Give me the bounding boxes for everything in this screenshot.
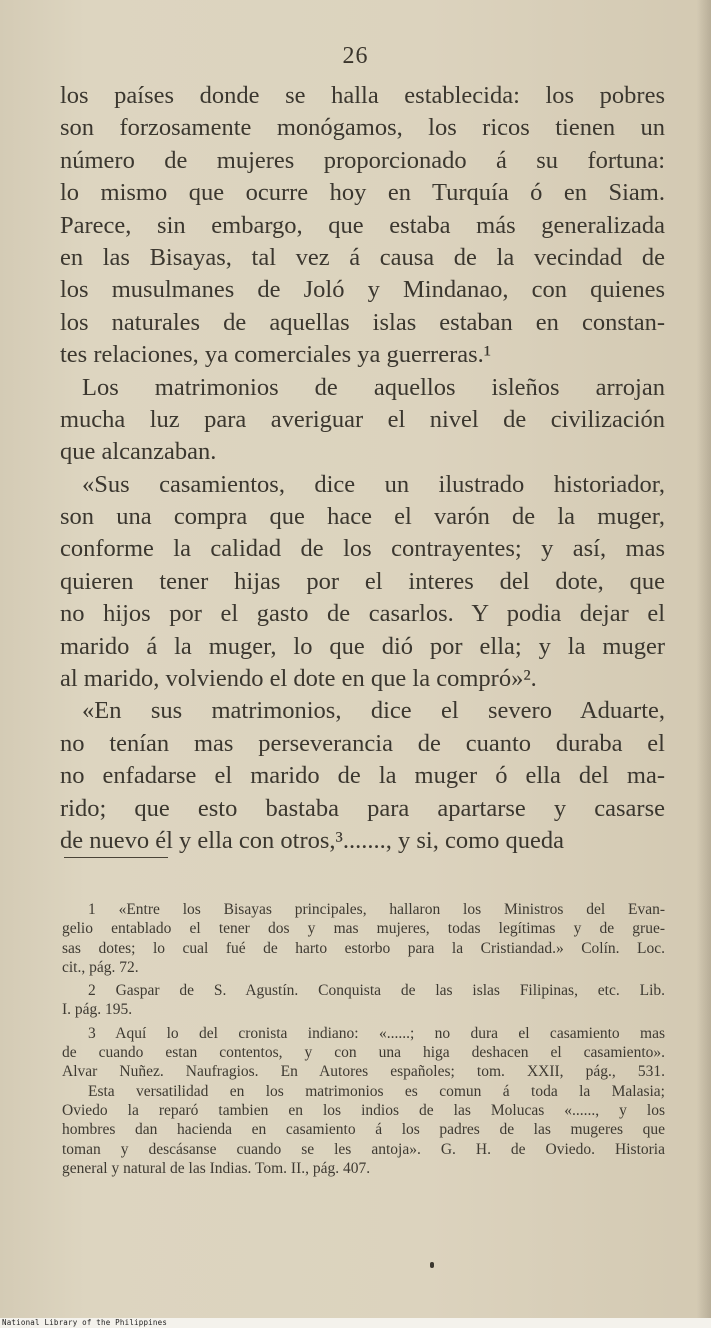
footnote-line: toman y descásanse cuando se les antoja». G. H. de Oviedo. Historia [62, 1140, 665, 1158]
body-line: son una compra que hace el varón de la muger, [60, 503, 665, 531]
body-line: Parece, sin embargo, que estaba más generalizada [60, 211, 665, 239]
body-line: en las Bisayas, tal vez á causa de la vecindad de [60, 243, 665, 271]
footnotes [62, 900, 665, 1178]
page-edge-shadow [697, 0, 711, 1328]
body-line: lo mismo que ocurre hoy en Turquía ó en Siam. [60, 179, 665, 207]
footnote-line: gelio entablado el tener dos y mas mujeres, todas legítimas y de grue- [62, 920, 665, 938]
body-line: quieren tener hijas por el interes del dote, que [60, 567, 665, 595]
body-line: los musulmanes de Joló y Mindanao, con quienes [60, 276, 665, 304]
footnote-line: cit., pág. 72. [62, 958, 139, 976]
body-line: de nuevo él y ella con otros,³......., y si, como queda [60, 826, 565, 854]
footnote-line: Alvar Nuñez. Naufragios. En Autores españoles; tom. XXII, pág., 531. [62, 1063, 665, 1081]
body-line: marido á la muger, lo que dió por ella; y la muger [60, 632, 665, 660]
body-line: conforme la calidad de los contrayentes; y así, mas [60, 535, 665, 563]
body-line: «En sus matrimonios, dice el severo Aduarte, [82, 697, 665, 725]
footnote-line: 3 Aquí lo del cronista indiano: «......; no dura el casamiento mas [88, 1024, 665, 1042]
footnote-line: sas dotes; lo cual fué de harto estorbo para la Cristiandad.» Colín. Loc. [62, 939, 665, 957]
footnote-line: Esta versatilidad en los matrimonios es comun á toda la Malasia; [88, 1082, 665, 1100]
footnote-line: general y natural de las Indias. Tom. II., pág. 407. [62, 1159, 371, 1177]
body-line: tes relaciones, ya comerciales ya guerreras.¹ [60, 341, 492, 369]
body-line: no hijos por el gasto de casarlos. Y podia dejar el [60, 600, 665, 628]
body-line: no tenían mas perseverancia de cuanto duraba el [60, 729, 665, 757]
body-line: al marido, volviendo el dote en que la compró»². [60, 665, 537, 693]
body-line: mucha luz para averiguar el nivel de civilización [60, 405, 665, 433]
page-number: 26 [342, 43, 369, 69]
body-line: Los matrimonios de aquellos isleños arrojan [82, 373, 665, 401]
footnote-line: Oviedo la reparó tambien en los indios de las Molucas «......, y los [62, 1101, 665, 1119]
body-line: los naturales de aquellas islas estaban en constan- [60, 308, 665, 336]
body-line: rido; que esto bastaba para apartarse y casarse [60, 794, 665, 822]
ink-dot [430, 1262, 434, 1268]
body-line: los países donde se halla establecida: los pobres [60, 82, 665, 109]
footnote-line: I. pág. 195. [62, 1001, 133, 1019]
body-line: no enfadarse el marido de la muger ó ella del ma- [60, 762, 665, 790]
body-line: son forzosamente monógamos, los ricos tienen un [60, 114, 665, 142]
footnote-line: 2 Gaspar de S. Agustín. Conquista de las islas Filipinas, etc. Lib. [88, 982, 665, 1000]
body-line: número de mujeres proporcionado á su fortuna: [60, 146, 665, 174]
library-credit: National Library of the Philippines [2, 1318, 168, 1327]
footnote-line: hombres dan hacienda en casamiento á los padres de las mugeres que [62, 1121, 665, 1139]
body-text [60, 80, 665, 857]
footnote-line: de cuando estan contentos, y con una higa deshacen el casamiento». [62, 1044, 665, 1062]
body-line: que alcanzaban. [60, 438, 217, 466]
footnote-divider [64, 857, 168, 858]
footnote-line: 1 «Entre los Bisayas principales, hallaron los Ministros del Evan- [88, 901, 665, 918]
body-line: «Sus casamientos, dice un ilustrado historiador, [82, 470, 665, 498]
